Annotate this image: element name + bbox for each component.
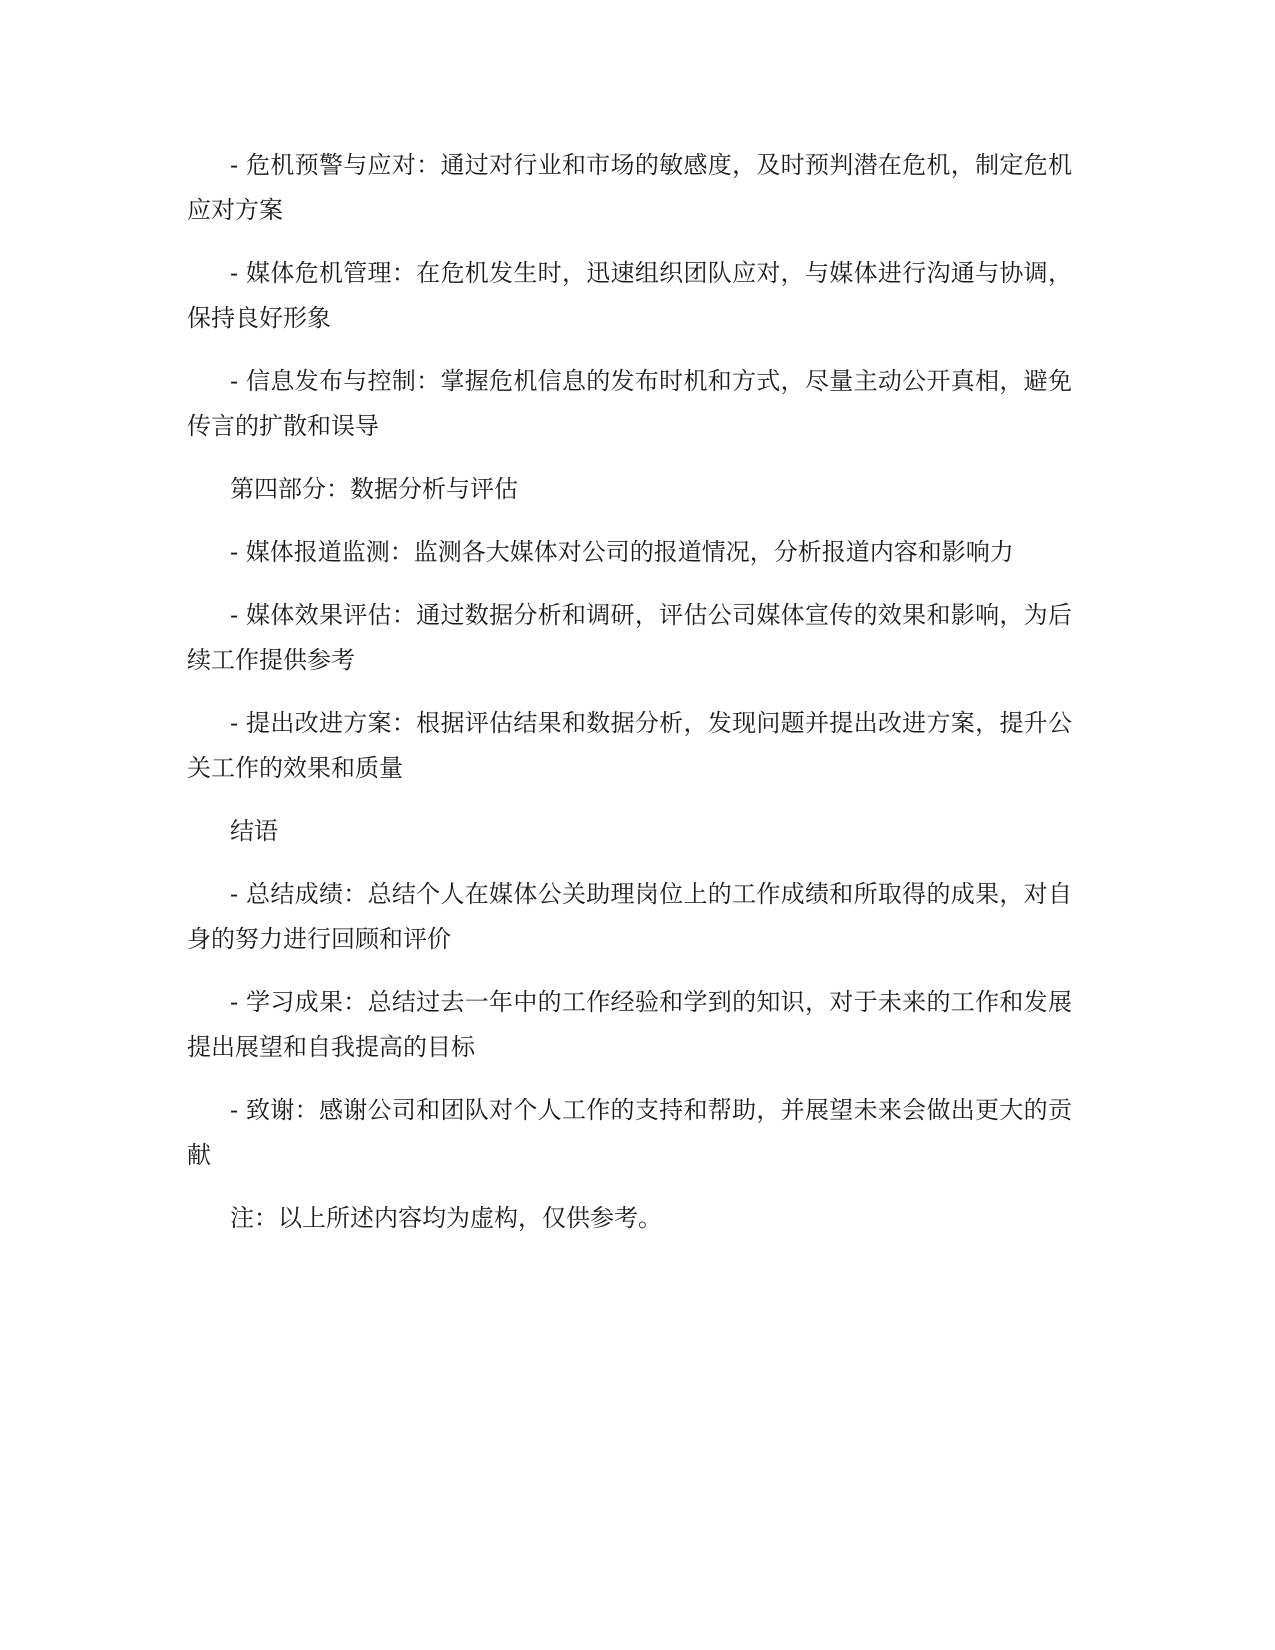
bullet-acknowledgement: - 致谢：感谢公司和团队对个人工作的支持和帮助，并展望未来会做出更大的贡献 bbox=[187, 1096, 1072, 1169]
section-heading-conclusion: 结语 bbox=[230, 817, 278, 845]
bullet-crisis-warning: - 危机预警与应对：通过对行业和市场的敏感度，及时预判潜在危机，制定危机应对方案 bbox=[187, 151, 1072, 224]
bullet-media-crisis-management: - 媒体危机管理：在危机发生时，迅速组织团队应对，与媒体进行沟通与协调，保持良好形象 bbox=[187, 259, 1072, 332]
footnote-disclaimer: 注：以上所述内容均为虚构，仅供参考。 bbox=[230, 1204, 662, 1232]
bullet-information-release: - 信息发布与控制：掌握危机信息的发布时机和方式，尽量主动公开真相，避免传言的扩散和误导 bbox=[187, 367, 1072, 440]
section-heading-part-four: 第四部分：数据分析与评估 bbox=[230, 475, 518, 503]
bullet-media-monitoring: - 媒体报道监测：监测各大媒体对公司的报道情况，分析报道内容和影响力 bbox=[230, 538, 1014, 566]
bullet-summary-achievements: - 总结成绩：总结个人在媒体公关助理岗位上的工作成绩和所取得的成果，对自身的努力进行回顾和评价 bbox=[187, 880, 1072, 953]
document-body bbox=[187, 143, 1072, 1259]
bullet-improvement-plan: - 提出改进方案：根据评估结果和数据分析，发现问题并提出改进方案，提升公关工作的效果和质量 bbox=[187, 709, 1072, 782]
bullet-media-effect-evaluation: - 媒体效果评估：通过数据分析和调研，评估公司媒体宣传的效果和影响，为后续工作提供参考 bbox=[187, 601, 1072, 674]
bullet-learning-outcomes: - 学习成果：总结过去一年中的工作经验和学到的知识，对于未来的工作和发展提出展望和自我提高的目标 bbox=[187, 988, 1072, 1061]
